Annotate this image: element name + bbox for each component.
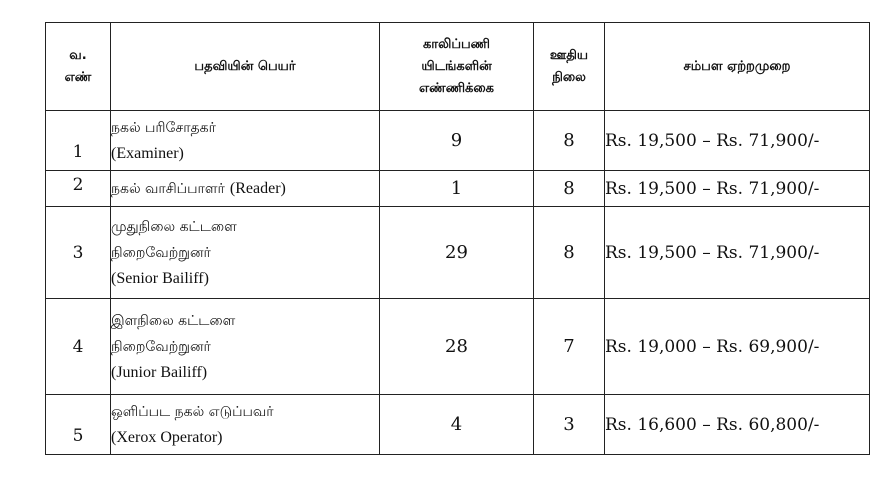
post-name-english: (Senior Bailiff)	[111, 269, 209, 287]
row-vacancies: 28	[380, 299, 534, 395]
vacancy-table	[45, 22, 870, 455]
row-post-name	[111, 171, 380, 207]
row-vacancies: 1	[380, 171, 534, 207]
row-post-name	[111, 395, 380, 455]
row-vacancies: 4	[380, 395, 534, 455]
table-row	[46, 207, 870, 299]
row-pay-level: 8	[534, 111, 605, 171]
header-pay-scale: சம்பள ஏற்றமுறை	[605, 23, 870, 111]
header-pay-level	[534, 23, 605, 111]
post-name-tamil-line1: இளநிலை கட்டளை	[111, 312, 236, 329]
header-vacancies	[380, 23, 534, 111]
row-vacancies: 29	[380, 207, 534, 299]
header-serial-line2: எண்	[64, 69, 92, 85]
post-name-english: (Junior Bailiff)	[111, 363, 208, 381]
row-pay-scale: Rs. 16,600 – Rs. 60,800/-	[605, 395, 870, 455]
row-post-name	[111, 207, 380, 299]
row-serial: 1	[46, 111, 111, 171]
header-pay-level-line1: ஊதிய	[549, 47, 589, 63]
row-pay-scale: Rs. 19,500 – Rs. 71,900/-	[605, 207, 870, 299]
row-pay-level: 7	[534, 299, 605, 395]
post-name-english: (Examiner)	[111, 144, 184, 162]
post-name-tamil: நகல் பரிசோதகர்	[111, 119, 216, 136]
header-serial-line1: வ.	[69, 47, 87, 63]
header-serial	[46, 23, 111, 111]
header-post-name: பதவியின் பெயர்	[111, 23, 380, 111]
post-name-tamil-line2: நிறைவேற்றுனர்	[111, 338, 211, 355]
row-serial: 2	[46, 171, 111, 207]
row-post-name	[111, 299, 380, 395]
header-vacancies-line3: எண்ணிக்கை	[419, 80, 494, 96]
post-name-english: (Xerox Operator)	[111, 428, 223, 446]
row-pay-level: 8	[534, 207, 605, 299]
row-pay-level: 3	[534, 395, 605, 455]
row-serial: 3	[46, 207, 111, 299]
table-header-row	[46, 23, 870, 111]
post-name-tamil: ஒளிப்பட நகல் எடுப்பவர்	[111, 403, 274, 420]
row-pay-level: 8	[534, 171, 605, 207]
post-name-tamil-line2: நிறைவேற்றுனர்	[111, 244, 211, 261]
header-pay-level-line2: நிலை	[552, 69, 586, 85]
row-post-name	[111, 111, 380, 171]
header-vacancies-line2: யிடங்களின்	[421, 58, 492, 74]
header-vacancies-line1: காலிப்பணி	[422, 36, 491, 52]
row-serial: 4	[46, 299, 111, 395]
row-pay-scale: Rs. 19,000 – Rs. 69,900/-	[605, 299, 870, 395]
row-vacancies: 9	[380, 111, 534, 171]
row-serial: 5	[46, 395, 111, 455]
row-pay-scale: Rs. 19,500 – Rs. 71,900/-	[605, 111, 870, 171]
table-row	[46, 111, 870, 171]
row-pay-scale: Rs. 19,500 – Rs. 71,900/-	[605, 171, 870, 207]
post-name-english: (Reader)	[229, 179, 286, 197]
post-name-tamil: நகல் வாசிப்பாளர்	[111, 180, 225, 197]
table-row	[46, 395, 870, 455]
table-row	[46, 299, 870, 395]
post-name-tamil-line1: முதுநிலை கட்டளை	[111, 218, 237, 235]
table-row	[46, 171, 870, 207]
